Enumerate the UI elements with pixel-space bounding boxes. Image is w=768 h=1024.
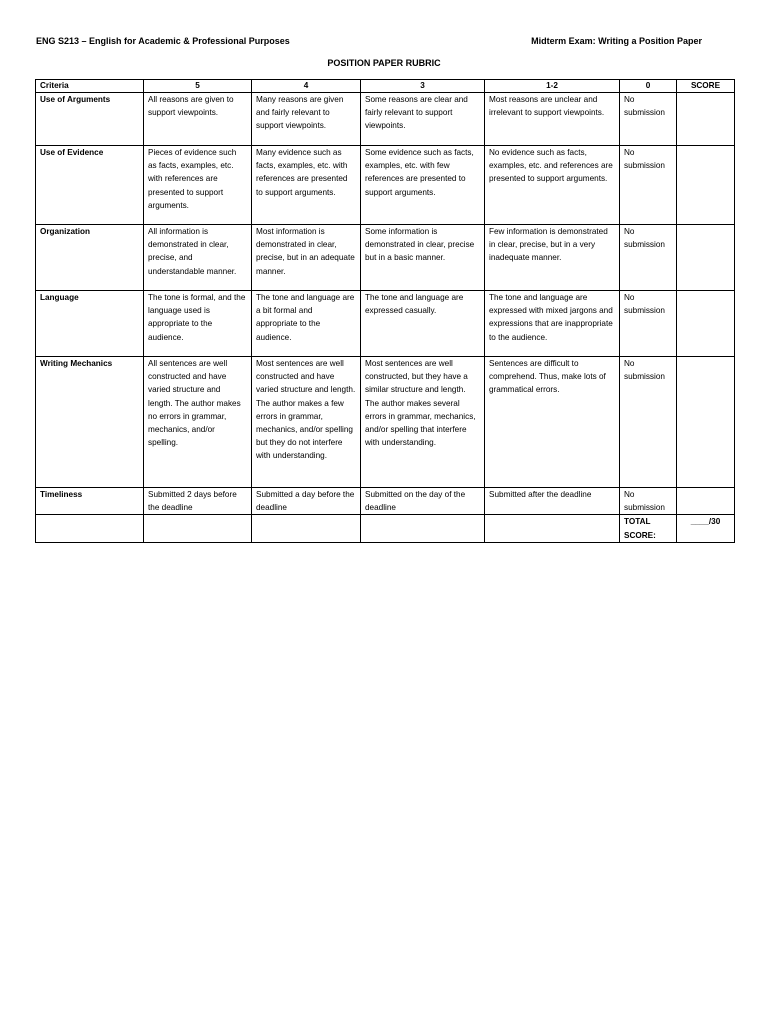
score-cell[interactable]	[677, 146, 735, 225]
rubric-title: POSITION PAPER RUBRIC	[327, 58, 441, 68]
empty-cell	[252, 515, 361, 542]
rubric-cell: The tone and language are a bit formal and appropriate to the audience.	[252, 291, 361, 357]
rubric-cell: Some reasons are clear and fairly relevant to support viewpoints.	[361, 93, 485, 146]
rubric-cell: All information is demonstrated in clear, precise, and understandable manner.	[144, 225, 252, 291]
rubric-cell: Some information is demonstrated in clear, precise but in a basic manner.	[361, 225, 485, 291]
rubric-cell: Most information is demonstrated in clear, precise, but in an adequate manner.	[252, 225, 361, 291]
total-row	[36, 515, 735, 542]
column-header-1-2: 1-2	[485, 80, 620, 93]
rubric-cell: Some evidence such as facts, examples, etc. with few references are presented to support arguments.	[361, 146, 485, 225]
empty-cell	[361, 515, 485, 542]
score-cell[interactable]	[677, 225, 735, 291]
score-cell[interactable]	[677, 93, 735, 146]
rubric-cell: Most reasons are unclear and irrelevant to support viewpoints.	[485, 93, 620, 146]
rubric-cell: Submitted 2 days before the deadline	[144, 488, 252, 515]
rubric-cell: No evidence such as facts, examples, etc. and references are presented to support arguments.	[485, 146, 620, 225]
table-row	[36, 291, 735, 357]
criteria-cell: Language	[36, 291, 144, 357]
criteria-cell: Writing Mechanics	[36, 357, 144, 488]
rubric-cell: The tone is formal, and the language used is appropriate to the audience.	[144, 291, 252, 357]
table-row	[36, 93, 735, 146]
empty-cell	[36, 515, 144, 542]
rubric-cell: No submission	[620, 93, 677, 146]
table-row	[36, 488, 735, 515]
table-row	[36, 146, 735, 225]
score-cell[interactable]	[677, 488, 735, 515]
column-header-criteria: Criteria	[36, 80, 144, 93]
empty-cell	[485, 515, 620, 542]
criteria-cell: Use of Arguments	[36, 93, 144, 146]
column-header-score: SCORE	[677, 80, 735, 93]
exam-title: Midterm Exam: Writing a Position Paper	[531, 36, 702, 46]
rubric-cell: Submitted a day before the deadline	[252, 488, 361, 515]
rubric-table	[35, 79, 735, 543]
column-header-3: 3	[361, 80, 485, 93]
table-row	[36, 357, 735, 488]
rubric-cell: Few information is demonstrated in clear, precise, but in a very inadequate manner.	[485, 225, 620, 291]
rubric-cell: No submission	[620, 291, 677, 357]
rubric-cell: Most sentences are well constructed, but they have a similar structure and length. The author makes several errors in grammar, mechanics, and/or spelling that interfere with understanding.	[361, 357, 485, 488]
course-title: ENG S213 – English for Academic & Professional Purposes	[36, 36, 290, 46]
total-score-value[interactable]: ____/30	[677, 515, 735, 542]
rubric-cell: No submission	[620, 488, 677, 515]
rubric-cell: All sentences are well constructed and have varied structure and length. The author makes no errors in grammar, mechanics, and/or spelling.	[144, 357, 252, 488]
column-header-4: 4	[252, 80, 361, 93]
rubric-cell: Many evidence such as facts, examples, etc. with references are presented to support arguments.	[252, 146, 361, 225]
rubric-cell: No submission	[620, 225, 677, 291]
rubric-cell: All reasons are given to support viewpoints.	[144, 93, 252, 146]
rubric-cell: Pieces of evidence such as facts, examples, etc. with references are presented to support arguments.	[144, 146, 252, 225]
header-row	[36, 80, 735, 93]
rubric-cell: No submission	[620, 146, 677, 225]
criteria-cell: Organization	[36, 225, 144, 291]
rubric-cell: Submitted after the deadline	[485, 488, 620, 515]
criteria-cell: Use of Evidence	[36, 146, 144, 225]
rubric-cell: Submitted on the day of the deadline	[361, 488, 485, 515]
rubric-cell: Most sentences are well constructed and have varied structure and length. The author makes a few errors in grammar, mechanics, and/or spelling but they do not interfere with understanding.	[252, 357, 361, 488]
score-cell[interactable]	[677, 357, 735, 488]
rubric-cell: The tone and language are expressed casually.	[361, 291, 485, 357]
total-score-label: TOTAL SCORE:	[620, 515, 677, 542]
table-row	[36, 225, 735, 291]
column-header-0: 0	[620, 80, 677, 93]
rubric-cell: No submission	[620, 357, 677, 488]
column-header-5: 5	[144, 80, 252, 93]
rubric-cell: The tone and language are expressed with mixed jargons and expressions that are inappropriate to the audience.	[485, 291, 620, 357]
empty-cell	[144, 515, 252, 542]
rubric-cell: Sentences are difficult to comprehend. Thus, make lots of grammatical errors.	[485, 357, 620, 488]
rubric-cell: Many reasons are given and fairly relevant to support viewpoints.	[252, 93, 361, 146]
score-cell[interactable]	[677, 291, 735, 357]
criteria-cell: Timeliness	[36, 488, 144, 515]
